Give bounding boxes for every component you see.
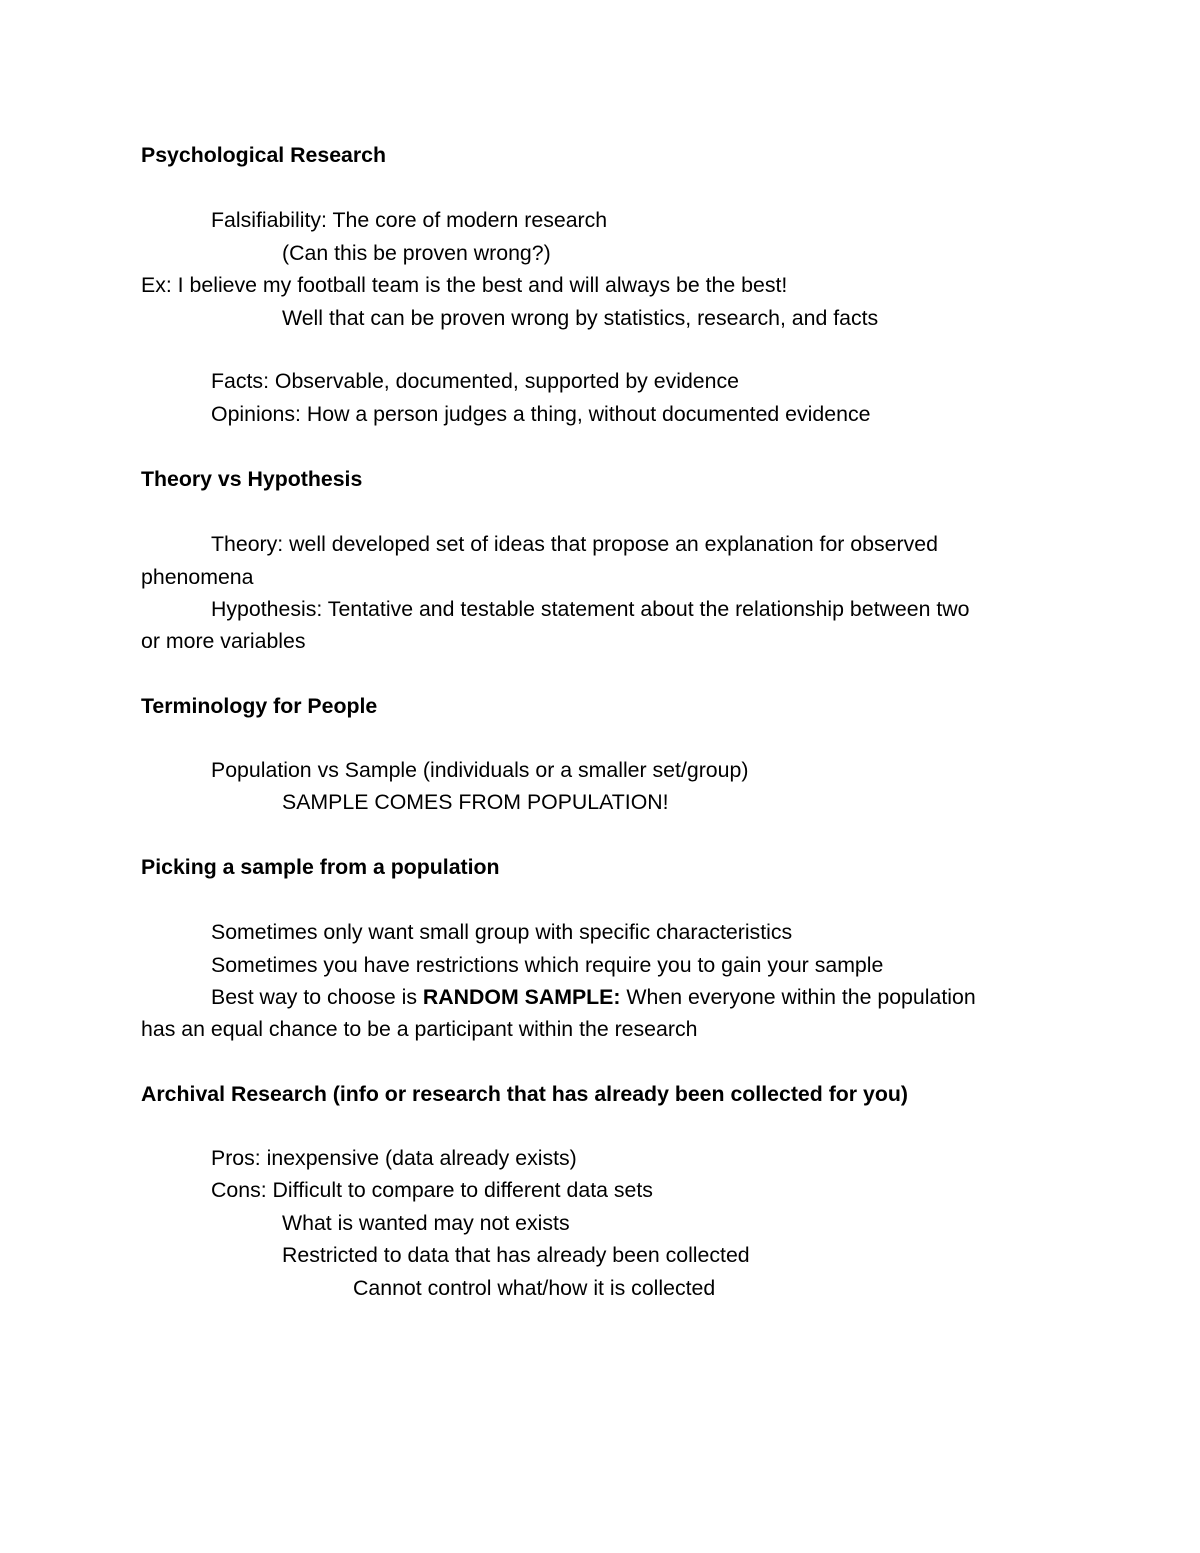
archival-pros: Pros: inexpensive (data already exists) bbox=[211, 1146, 577, 1170]
random-sample-term: RANDOM SAMPLE: bbox=[422, 985, 621, 1009]
random-sample-definition: When everyone within the population bbox=[620, 985, 976, 1009]
falsifiability-line: Falsifiability: The core of modern research bbox=[211, 208, 608, 232]
hypothesis-definition-continued: or more variables bbox=[141, 629, 306, 653]
archival-cons: Cons: Difficult to compare to different data sets bbox=[211, 1178, 653, 1202]
cons-cannot-control: Cannot control what/how it is collected bbox=[353, 1276, 716, 1300]
facts-definition: Facts: Observable, documented, supported by evidence bbox=[211, 369, 739, 393]
heading-psychological-research: Psychological Research bbox=[141, 143, 387, 167]
cons-not-exists: What is wanted may not exists bbox=[282, 1211, 570, 1235]
hypothesis-definition: Hypothesis: Tentative and testable statement about the relationship between two bbox=[211, 597, 970, 621]
proven-wrong-question: (Can this be proven wrong?) bbox=[282, 241, 551, 265]
random-sample-intro: Best way to choose is bbox=[211, 985, 423, 1009]
population-vs-sample: Population vs Sample (individuals or a smaller set/group) bbox=[211, 758, 749, 782]
heading-picking-a-sample: Picking a sample from a population bbox=[141, 855, 500, 879]
proven-wrong-explanation: Well that can be proven wrong by statistics, research, and facts bbox=[282, 306, 879, 330]
sample-from-population: SAMPLE COMES FROM POPULATION! bbox=[282, 790, 669, 814]
small-group-line: Sometimes only want small group with specific characteristics bbox=[211, 920, 793, 944]
random-sample-continued: has an equal chance to be a participant within the research bbox=[141, 1017, 698, 1041]
theory-definition: Theory: well developed set of ideas that propose an explanation for observed bbox=[211, 532, 938, 556]
opinions-definition: Opinions: How a person judges a thing, without documented evidence bbox=[211, 402, 871, 426]
restrictions-line: Sometimes you have restrictions which require you to gain your sample bbox=[211, 953, 884, 977]
football-example-line: Ex: I believe my football team is the best and will always be the best! bbox=[141, 273, 788, 297]
random-sample-line bbox=[211, 981, 976, 1014]
heading-archival-research: Archival Research (info or research that has already been collected for you) bbox=[141, 1082, 908, 1106]
heading-terminology-for-people: Terminology for People bbox=[141, 694, 378, 718]
heading-theory-vs-hypothesis: Theory vs Hypothesis bbox=[141, 467, 363, 491]
theory-definition-continued: phenomena bbox=[141, 565, 254, 589]
cons-restricted: Restricted to data that has already been collected bbox=[282, 1243, 750, 1267]
